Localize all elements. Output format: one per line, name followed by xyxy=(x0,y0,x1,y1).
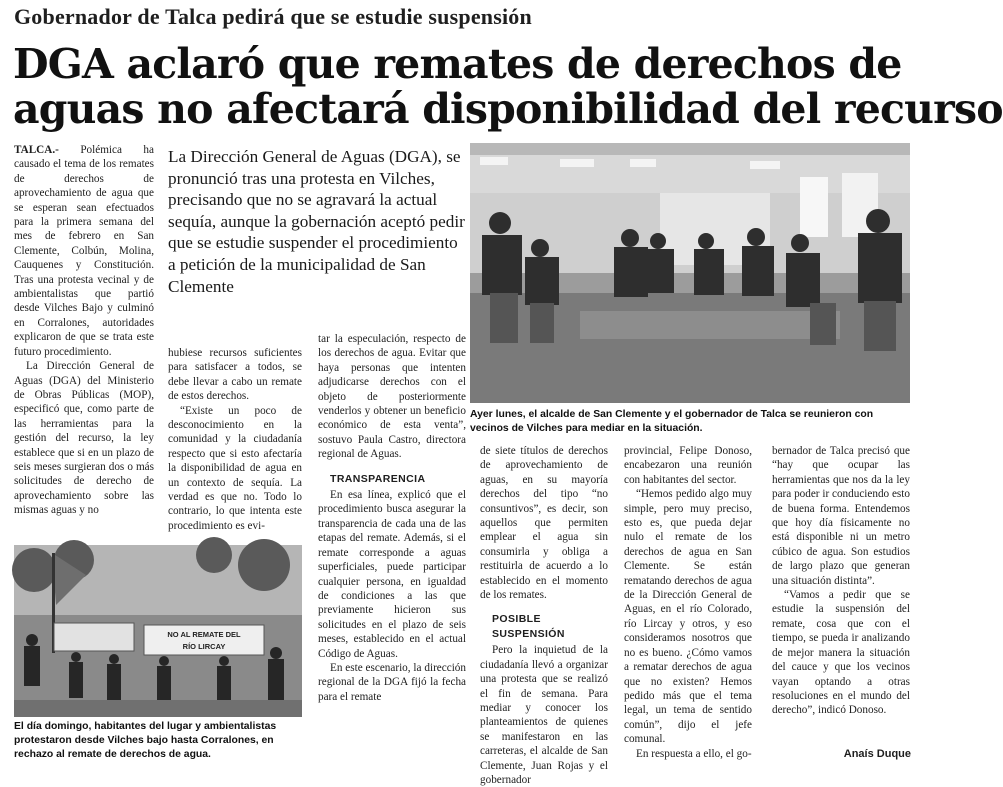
paragraph: “Vamos a pedir que se estudie la suspensión del remate, cosa que con el tiempo, se pueda ir analizando de mejor manera la situación del cauce y que los vecinos vayan optando a otras resoluciones en el mundo del derecho”, indicó Donoso. xyxy=(772,589,910,717)
byline: Anaís Duque xyxy=(843,748,911,760)
protest-photo xyxy=(14,545,302,717)
paragraph: En esa línea, explicó que el procedimiento busca asegurar la transparencia de cada una de las etapas del remate. Además, si el remate corresponde a aguas superficiales, puede participar cualquier persona, en igualdad de condiciones a las que previamente hicieron sus solicitudes en el plazo de seis meses, establecido en el actual Código de Aguas. xyxy=(318,489,466,660)
body-column-5 xyxy=(624,444,752,772)
protest-photo-caption: El día domingo, habitantes del lugar y ambientalistas protestaron desde Vilches bajo hasta Corralones, en rechazo al remate de derechos de agua. xyxy=(14,721,277,760)
paragraph: En este escenario, la dirección regional de la DGA fijó la fecha para el remate xyxy=(318,661,466,703)
subheading-transparencia: TRANSPARENCIA xyxy=(330,472,426,485)
paragraph: “Existe un poco de desconocimiento en la comunidad y la ciudadanía respecto que si esto afectaría la disponibilidad de agua en un contexto de sequía. La verdad es que no. Todo lo contrario, lo que intenta este procedimiento es evi- xyxy=(168,404,302,532)
paragraph: de siete títulos de derechos de aprovechamiento de aguas, en su mayoría derechos del tipo “no consuntivos”, es decir, son aquellos que permiten emplear el agua sin consumirla y obliga a restituirla de acuerdo a lo establecido en el momento de los remates. xyxy=(480,445,608,602)
headline-line-2: aguas no afectará disponibilidad del recurso xyxy=(13,85,1003,133)
paragraph: La Dirección General de Aguas (DGA) del Ministerio de Obras Públicas (MOP), especificó que, como parte de las herramientas para la gestión del recurso, la ley establece que si en un plazo de seis meses surgieran dos o más solicitudes de derecho de aprovechamiento sobre las mismas aguas y no xyxy=(14,360,154,517)
body-column-4 xyxy=(480,444,608,786)
lede: La Dirección General de Aguas (DGA), se pronunció tras una protesta en Vilches, precisando que no se agravará la actual sequía, aunque la gobernación aceptó pedir que se estudie suspender el procedimiento a petición de la municipalidad de San Clemente xyxy=(168,147,465,296)
paragraph: “Hemos pedido algo muy simple, pero muy preciso, esto es, que pueda dejar nulo el remate de los derechos de agua en San Clemente. Se están rematando derechos de agua de la Dirección General de Aguas, en el río Colorado, río Lircay y otros, y eso consideramos nosotros que no es bueno. ¿Cómo vamos a rematar derechos de agua que no existen? Hemos pedido más que el tema legal, un tema de sentido común”, dijo el jefe comunal. xyxy=(624,488,752,746)
body-column-6 xyxy=(772,444,910,742)
meeting-photo-caption: Ayer lunes, el alcalde de San Clemente y el gobernador de Talca se reunieron con vecinos de Vilches para mediar en la situación. xyxy=(470,409,874,434)
protest-sign-text-2: RÍO LIRCAY xyxy=(182,642,226,651)
paragraph: hubiese recursos suficientes para satisfacer a todos, se debe llevar a cabo un remate de estos derechos. xyxy=(168,347,302,403)
dateline: TALCA.- xyxy=(14,144,59,156)
subheading-posible-suspension: POSIBLE SUSPENSIÓN xyxy=(492,613,565,640)
paragraph: tar la especulación, respecto de los derechos de agua. Evitar que haya personas que intenten adjudicarse derechos con el objeto de posteriormente venderlos y obtener un beneficio económico de esta venta”, sostuvo Paula Castro, directora regional de Aguas. xyxy=(318,333,466,461)
body-column-3 xyxy=(318,332,466,772)
paragraph: bernador de Talca precisó que “hay que ocupar las herramientas que nos da la ley para poder ir conduciendo esto de buena forma. Entendemos que hoy día físicamente no está disponible ni un metro cúbico de agua. Son estudios de largo plazo que generan una situación distinta”. xyxy=(772,445,910,587)
body-column-2 xyxy=(168,346,302,536)
kicker: Gobernador de Talca pedirá que se estudie suspensión xyxy=(14,4,532,29)
body-column-1 xyxy=(14,143,154,535)
paragraph: Pero la inquietud de la ciudadanía llevó a organizar una protesta que se realizó el fin de semana. Para mediar y conocer los planteamientos de quienes se manifestaron en las carreteras, el alcalde de San Clemente, Juan Rojas y el gobernador xyxy=(480,644,608,786)
paragraph: provincial, Felipe Donoso, encabezaron una reunión con habitantes del sector. xyxy=(624,445,752,486)
protest-sign-text-1: NO AL REMATE DEL xyxy=(167,630,241,639)
meeting-photo xyxy=(470,143,910,403)
headline-line-1: DGA aclaró que remates de derechos de xyxy=(13,40,902,88)
paragraph: Polémica ha causado el tema de los remates de derechos de aprovechamiento de agua que se esperan sean efectuados para la primera semana del mes de febrero en San Clemente, Colbún, Molina, Cauquenes y Constitución. Tras una protesta vecinal y de ambientalistas que partió desde Vilches Bajo y culminó en Corralones, autoridades explicaron de que se trata este futuro procedimiento. xyxy=(14,144,154,358)
paragraph: En respuesta a ello, el go- xyxy=(636,747,752,760)
